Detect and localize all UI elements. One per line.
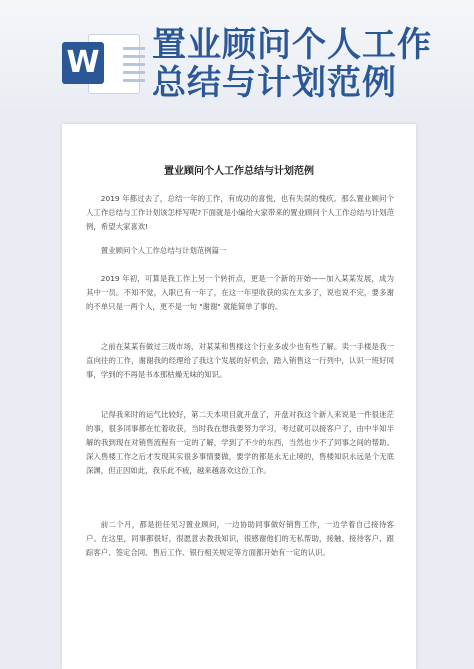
document-page: [62, 124, 416, 669]
section-heading: 置业顾问个人工作总结与计划范例篇一: [100, 246, 227, 255]
doc-line-decoration: [123, 63, 145, 66]
doc-line-decoration: [123, 47, 145, 50]
paragraph-2: 之前在某某有做过三级市场，对某某和售楼这个行业多或少也有些了解。卖一手楼是我一直向往的工作，谢谢我的经理给了我这个发展的好机会，踏入销售这一行列中，认识一班好同事，学到的不再是书本那枯燥无味的知识。: [86, 342, 394, 379]
paragraph-4: 前二个月，都是担任见习置业顾问，一边协助同事做好销售工作，一边学着自己接待客户。在这里，同事都很好，很愿意去教我知识，很感谢他们的无私帮助，接触、接待客户、跟踪客户、签定合同、售后工作、银行相关规定等方面都开始有一定的认识。: [86, 520, 394, 557]
word-icon: [62, 34, 138, 92]
banner-title: [152, 26, 462, 102]
paragraph-intro: 2019 年都过去了，总结一年的工作，有成功的喜悦，也有失误的愧疚。那么置业顾问个人工作总结与工作计划该怎样写呢?下面就是小编给大家带来的置业顾问个人工作总结与计划范例，希望大家喜欢!: [86, 194, 394, 231]
document-title: 置业顾问个人工作总结与计划范例: [164, 166, 314, 177]
header-banner: [0, 0, 474, 112]
banner-title-line2: 总结与计划范例: [152, 63, 397, 103]
doc-line-decoration: [123, 79, 145, 82]
paragraph-3: 记得我来时的运气比较好，第二天本项目就开盘了，开盘对我这个新人来说是一件很迷茫的事，很多同事都在忙着收获，当时我在想我要努力学习，考过就可以接客户了，由中半知半解的我到现在对销售流程有一定的了解，学到了不少的东西，当然也少不了同事之间的帮助。深入售楼工作之后才发现其实很多事情要做，要学的都是永无止境的，售楼知识永远是个无底深渊，但正因如此，我乐此不疲，越来越喜欢这份工作。: [86, 410, 394, 475]
word-letter-badge: W: [62, 42, 104, 84]
banner-title-line1: 置业顾问个人工作: [152, 25, 432, 65]
paragraph-1: 2019 年初，可算是我工作上另一个转折点，更是一个新的开始——加入某某发展，成为其中一员。不知不觉，入职已有一年了，在这一年里收获的实在太多了，说也说不完，要多谢的不单只是一两个人，更不是一句 "谢谢" 就能简单了事的。: [86, 274, 394, 311]
doc-line-decoration: [123, 71, 145, 74]
doc-line-decoration: [123, 55, 145, 58]
